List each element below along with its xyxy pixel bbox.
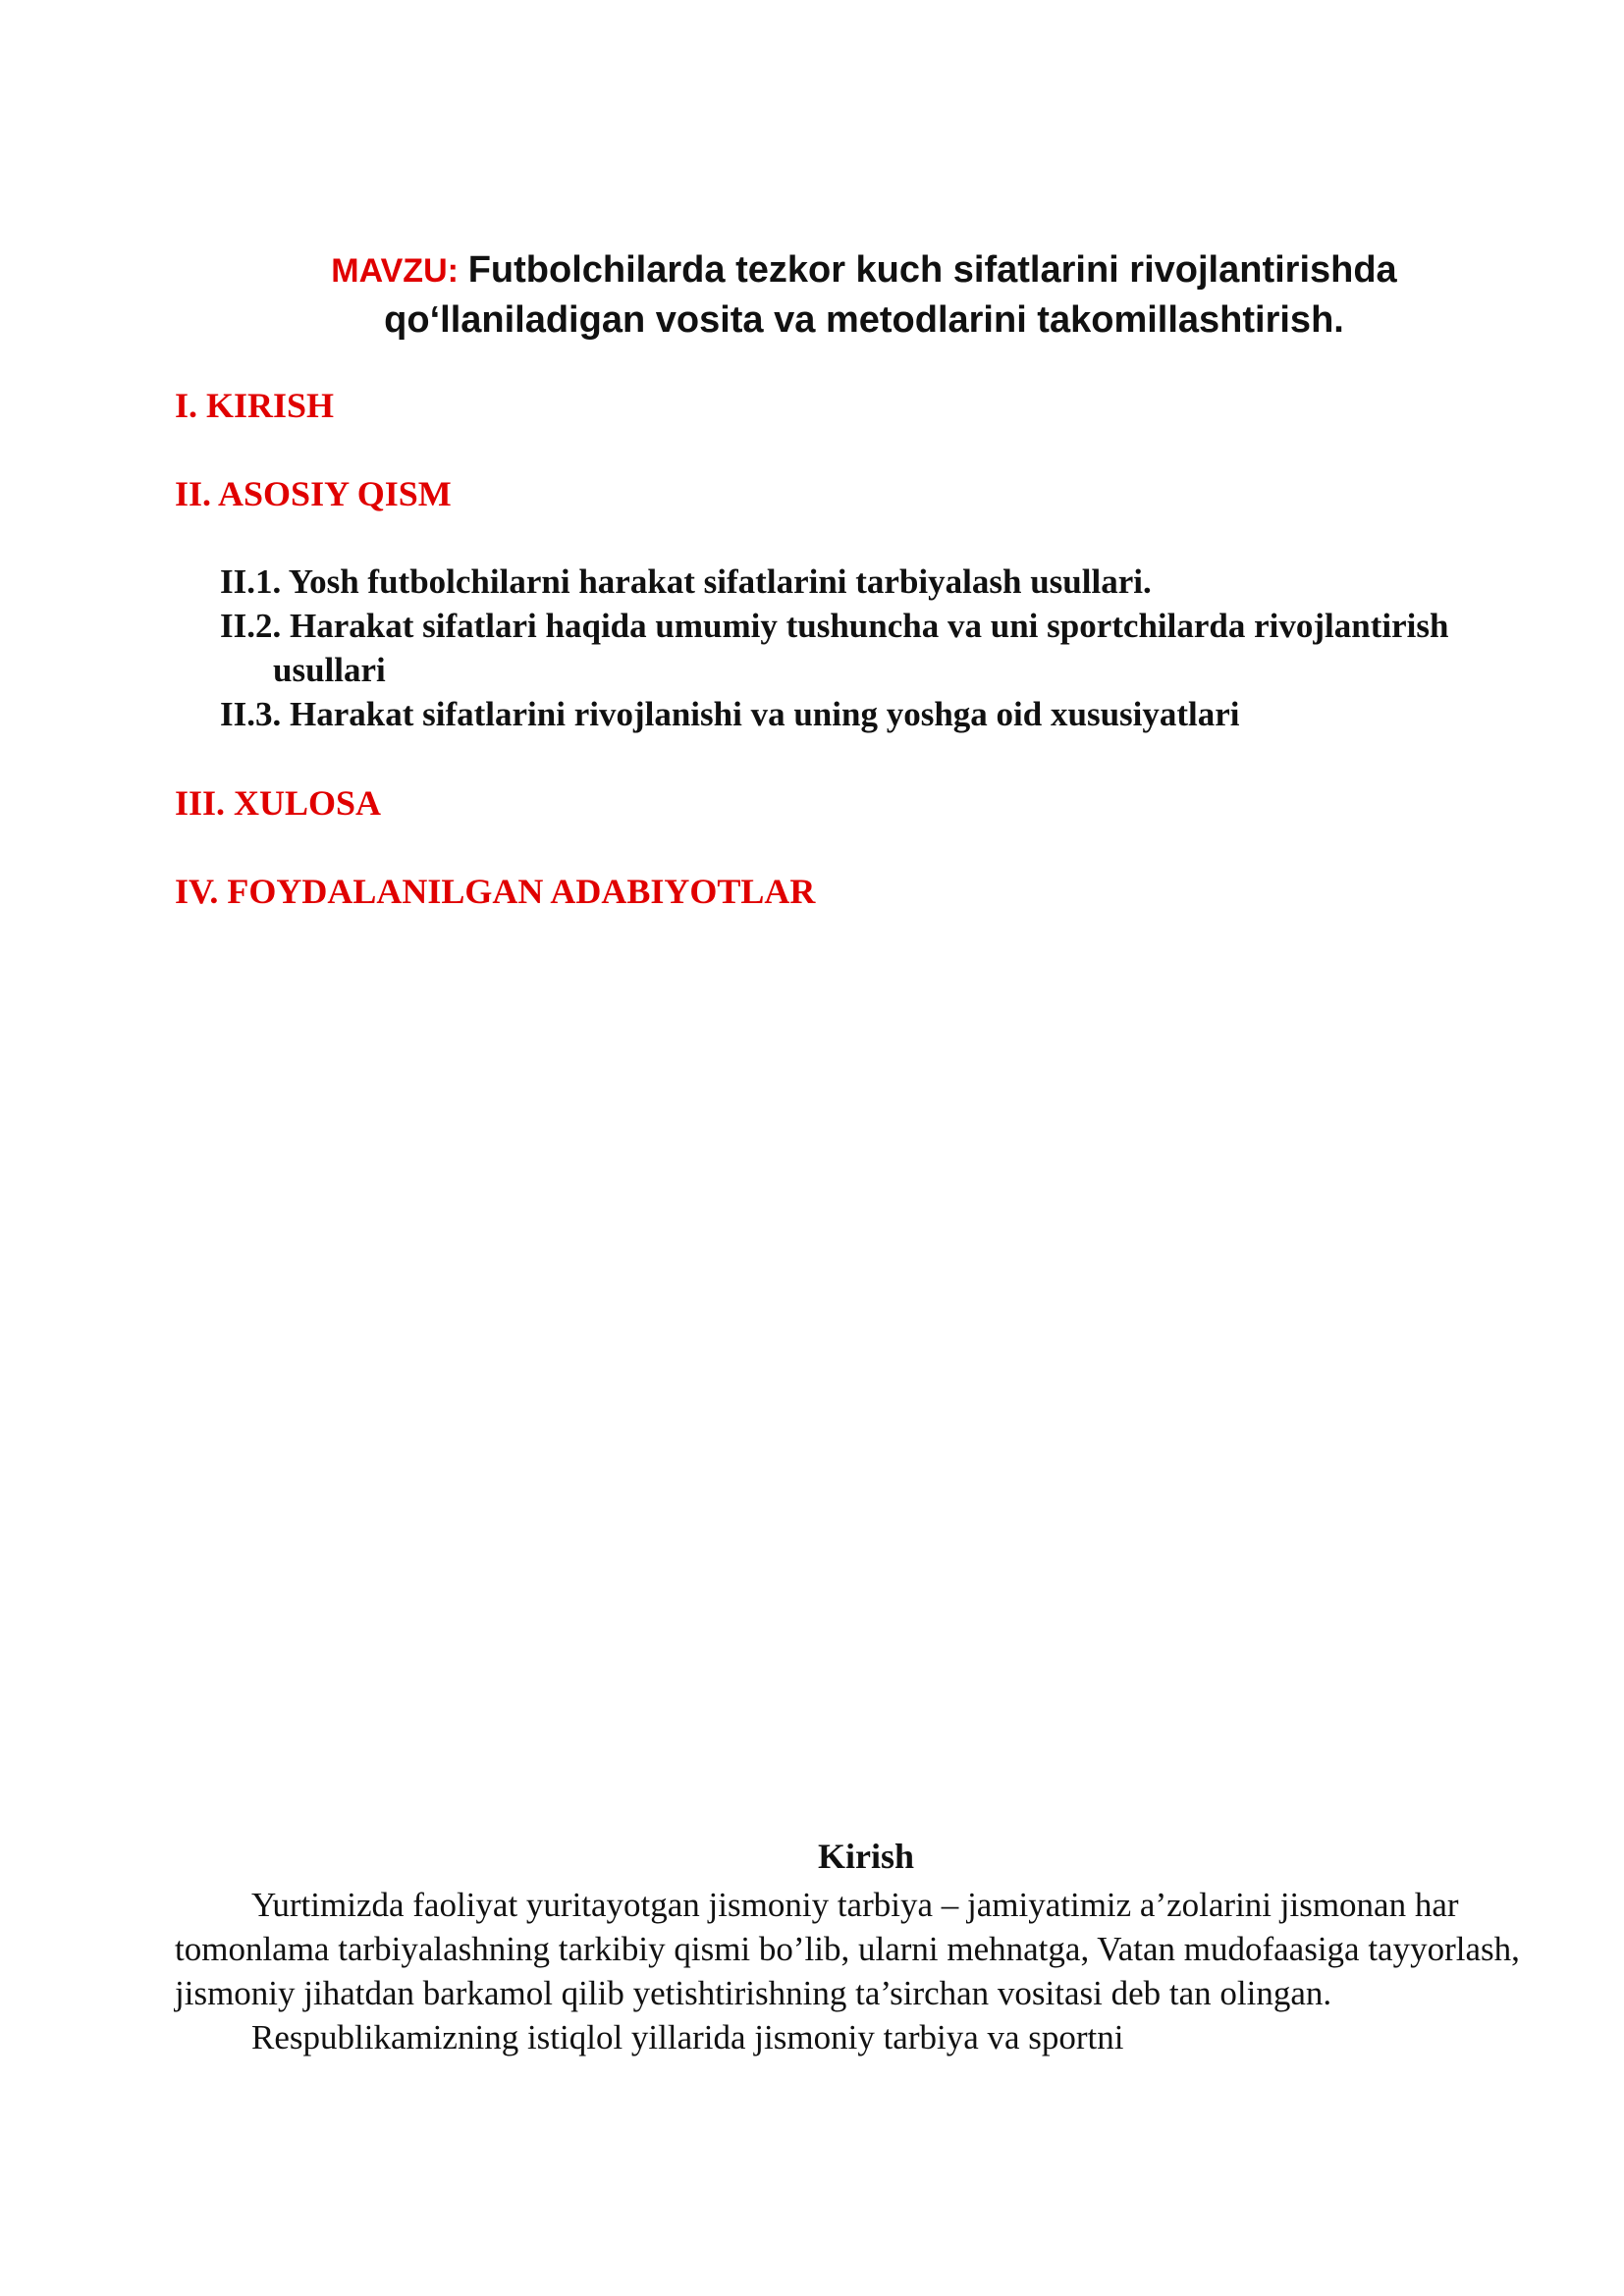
title-line-1 (177, 245, 1551, 295)
toc-main-part: II. ASOSIY QISM (175, 474, 452, 513)
intro-heading: Kirish (817, 1837, 914, 1876)
toc-conclusion: III. XULOSA (175, 783, 382, 823)
toc-references: IV. FOYDALANILGAN ADABIYOTLAR (175, 872, 816, 911)
title-prefix: MAVZU: (331, 252, 459, 290)
toc-introduction: I. KIRISH (175, 386, 335, 425)
intro-paragraph-2: Respublikamizning istiqlol yillarida jismoniy tarbiya va sportni (251, 2018, 1124, 2056)
toc-subsection-3: II.3. Harakat sifatlarini rivojlanishi va uning yoshga oid xususiyatlari (220, 695, 1240, 733)
title-text-line-2: qo‘llaniladigan vosita va metodlarini takomillashtirish. (384, 299, 1344, 341)
document-title (177, 245, 1551, 345)
toc-subsections (220, 560, 1477, 736)
intro-paragraph-1: Yurtimizda faoliyat yuritayotgan jismoniy tarbiya – jamiyatimiz a’zolarini jismonan har tomonlama tarbiyalashning tarkibiy qismi bo’lib, ularni mehnatga, Vatan mudofaasiga tayyorlash, jismoniy jihatdan barkamol qilib yetishtirishning ta’sirchan vositasi deb tan olingan. (175, 1886, 1520, 2012)
toc-subsection-1: II.1. Yosh futbolchilarni harakat sifatlarini tarbiyalash usullari. (220, 562, 1152, 601)
intro-body (175, 1883, 1549, 2059)
toc-subsection-2: II.2. Harakat sifatlari haqida umumiy tushuncha va uni sportchilarda rivojlantirish usullari (220, 607, 1449, 689)
title-text-line-1: Futbolchilarda tezkor kuch sifatlarini rivojlantirishda (467, 249, 1397, 291)
